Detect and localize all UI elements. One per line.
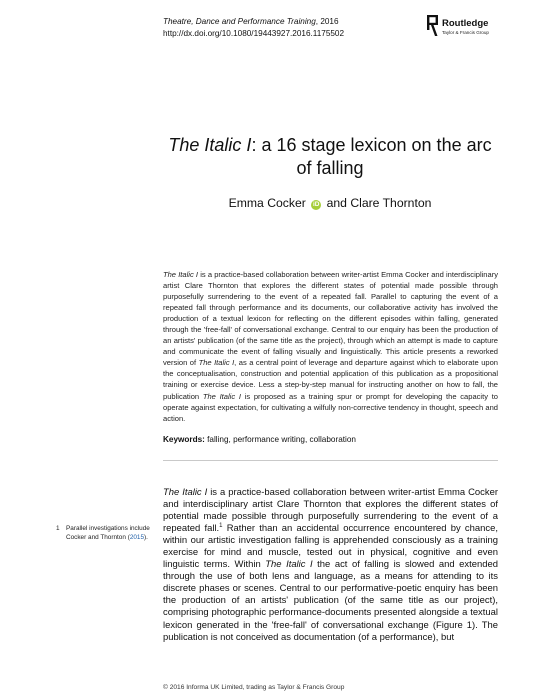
doi-link[interactable]: http://dx.doi.org/10.1080/19443927.2016.1175502 [163, 29, 345, 38]
footnote-body: Parallel investigations include Cocker and Thornton ( [66, 525, 150, 541]
keywords-list: falling, performance writing, collaboration [204, 435, 356, 444]
keywords [163, 435, 498, 444]
orcid-icon[interactable]: iD [312, 201, 320, 208]
body-paragraph [163, 487, 498, 644]
abstract-text-c: is proposed as a training spur or prompt for developing the capacity to operate against expectation, for cultivating a wilfully non-corrective tendency in thought, speech and action. [163, 391, 499, 423]
journal-header [163, 16, 344, 40]
abstract-italic-3: The Italic I [202, 391, 241, 401]
title-italic: The Italic I [168, 135, 252, 155]
title-rest: : a 16 stage lexicon on the arc of falling [251, 135, 492, 178]
routledge-logo-icon [427, 15, 439, 37]
journal-citation [163, 16, 344, 28]
publisher-logo [427, 15, 507, 41]
copyright-notice: © 2016 Informa UK Limited, trading as Taylor & Francis Group [163, 684, 345, 691]
journal-year: , 2016 [315, 17, 339, 26]
footnote-number: 1 [56, 525, 60, 532]
body-text-2: Rather than an accidental occurrence encountered by chance, within our artistic investigation falling is apprehended consciously as a training exercise for mind and muscle, tested out in physical, cognitive and even linguistic terms. Within [163, 523, 498, 571]
abstract-italic-1: The Italic I [163, 270, 198, 279]
body-italic-2: The Italic I [265, 559, 313, 571]
footnote-end: ). [144, 533, 148, 541]
abstract-text-b: , as a central point of leverage and departure against which to elaborate upon the conceptualisation, construction and potential application of this publication as a propositional training or exercise device. Less a step-by-step manual for instructing another on how to fall, the publication [163, 358, 498, 401]
article-title [160, 134, 500, 180]
abstract-italic-2: The Italic I [198, 358, 235, 368]
body-italic-1: The Italic I [163, 487, 208, 498]
keywords-label: Keywords: [163, 435, 205, 444]
publisher-name: Routledge [442, 18, 489, 29]
abstract-text-a: is a practice-based collaboration between writer-artist Emma Cocker and interdisciplinary artist Clare Thornton that explores the different states of potential made possible through purposefully surrendering to the event of a repeated fall. Parallel to capturing the event of a repeated fall through performance and its documents, our collaborative activity has involved the production of a textual lexicon for reflecting on the different episodes within falling, generated through the 'free-fall' of conversational exchange. Central to our enquiry has been the production of an artists' publication (of the same title as the project), through which an attempt is made to capture and communicate the event of falling visually and linguistically. This article presents a reworked version of [163, 270, 498, 368]
section-divider [163, 460, 498, 461]
author-line [160, 196, 500, 210]
footnote-ref[interactable]: 1 [219, 523, 223, 530]
publisher-group: Taylor & Francis Group [442, 30, 489, 35]
author-first: Emma Cocker [228, 196, 306, 210]
author-rest: and Clare Thornton [326, 196, 432, 210]
footnote-citation-link[interactable]: 2015 [129, 533, 145, 541]
footnote-text [66, 525, 158, 542]
abstract [163, 269, 498, 424]
body-text-3: the act of falling is slowed and extended through the use of both lens and language, as a means for attending to its discrete phases or scenes. Central to our performative-poetic enquiry has been the production of an artists' publication (of the same title as our project), comprising photographic performance-documents presented alongside a textual lexicon generated in the 'free-fall' of conversational exchange (Figure 1). The publication is not conceived as documentation (of a performance), but [163, 559, 498, 643]
journal-title: Theatre, Dance and Performance Training [163, 17, 316, 26]
body-text-1: is a practice-based collaboration between writer-artist Emma Cocker and interdisciplinary artist Clare Thornton that explores the different states of potential made possible through purposefully surrendering to the event of a repeated fall. [163, 487, 498, 535]
